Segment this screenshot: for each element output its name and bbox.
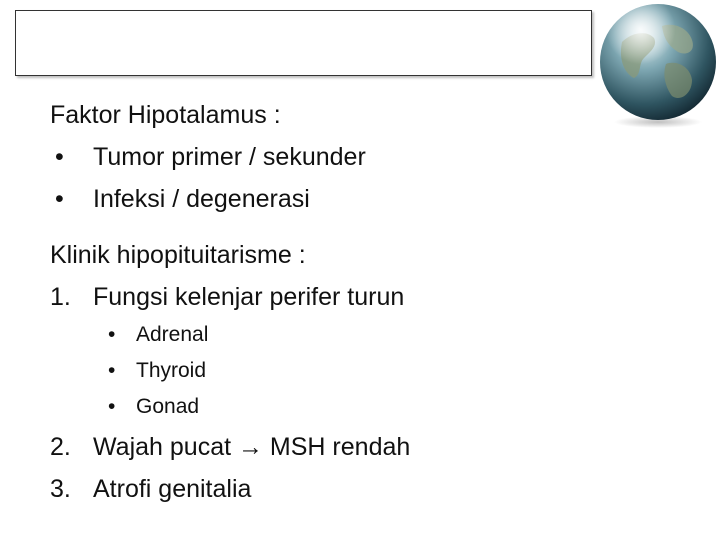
- number-marker: 2.: [50, 433, 71, 461]
- section-heading-clinical: Klinik hipopituitarisme :: [50, 241, 306, 269]
- number-marker: 3.: [50, 475, 71, 503]
- number-marker: 1.: [50, 283, 71, 311]
- section-heading-hypothalamus: Faktor Hipotalamus :: [50, 101, 281, 129]
- sub-bullet-text: Gonad: [136, 395, 200, 418]
- bullet-marker: •: [55, 185, 64, 213]
- sub-bullet-text: Adrenal: [136, 323, 209, 346]
- sub-bullet-text: Thyroid: [136, 359, 207, 382]
- arrow-right-icon: →: [237, 433, 263, 461]
- sub-bullet-marker: •: [108, 395, 116, 418]
- numbered-text-before: Wajah pucat: [93, 433, 238, 461]
- bullet-text: Infeksi / degenerasi: [93, 185, 310, 213]
- bullet-marker: •: [55, 143, 64, 171]
- numbered-text: Fungsi kelenjar perifer turun: [93, 283, 405, 311]
- slide-title-box[interactable]: [15, 10, 592, 76]
- numbered-text: [93, 432, 410, 462]
- sub-bullet-marker: •: [108, 359, 116, 382]
- numbered-text-after: MSH rendah: [262, 433, 411, 461]
- bullet-text: Tumor primer / sekunder: [93, 143, 366, 171]
- globe-icon: [592, 2, 720, 130]
- sub-bullet-marker: •: [108, 323, 116, 346]
- numbered-text: Atrofi genitalia: [93, 475, 252, 503]
